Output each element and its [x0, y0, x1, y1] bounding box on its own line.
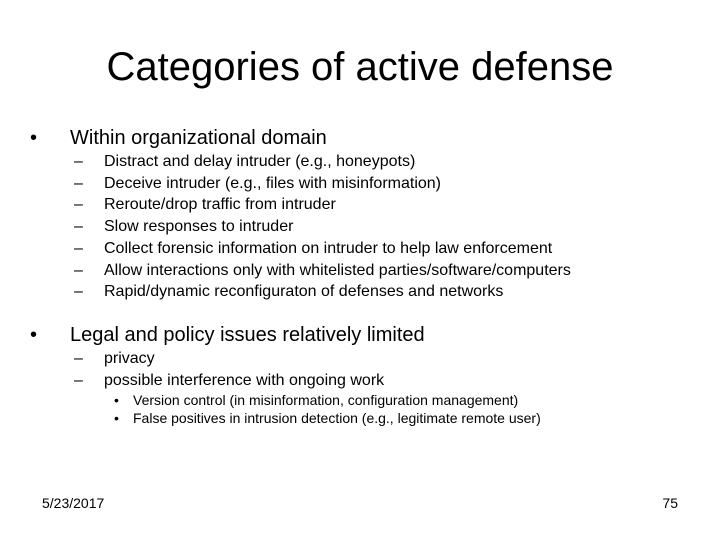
list-item — [74, 281, 503, 303]
list-item-text: Reroute/drop traffic from intruder — [104, 196, 336, 214]
bullet-mark: • — [30, 127, 38, 149]
list-item-text: Deceive intruder (e.g., files with misinformation) — [104, 174, 442, 192]
sub-list-item-text: False positives in intrusion detection (e.g., legitimate remote user) — [133, 410, 541, 426]
list-item-text: Distract and delay intruder (e.g., honeypots) — [104, 153, 416, 170]
dash-mark: – — [74, 196, 83, 214]
sub-list-item-text: Version control (in misinformation, configuration management) — [133, 392, 519, 408]
list-item-text: Collect forensic information on intruder to help law enforcement — [104, 239, 553, 257]
list-item — [74, 348, 155, 370]
dash-mark: – — [74, 174, 83, 192]
dash-mark: – — [74, 371, 83, 389]
list-item — [74, 151, 415, 173]
dash-mark: – — [74, 349, 83, 367]
list-item — [74, 173, 441, 195]
section2-heading-text: Legal and policy issues relatively limited — [70, 324, 425, 346]
section1-heading-text: Within organizational domain — [70, 127, 327, 149]
sub-list-item — [114, 408, 541, 428]
dash-mark: – — [74, 218, 83, 236]
dash-mark: – — [74, 153, 83, 170]
footer-date: 5/23/2017 — [42, 495, 105, 511]
dash-mark: – — [74, 261, 83, 279]
list-item — [74, 194, 336, 216]
list-item — [74, 216, 293, 238]
section1-heading — [30, 126, 327, 150]
list-item-text: Rapid/dynamic reconfiguraton of defenses and networks — [104, 283, 504, 301]
slide-title: Categories of active defense — [106, 45, 614, 89]
bullet-mark: • — [30, 324, 38, 346]
bullet-mark: • — [114, 392, 119, 408]
section2-heading — [30, 323, 425, 347]
list-item — [74, 238, 552, 260]
list-item — [74, 370, 384, 392]
page-number: 75 — [662, 495, 678, 511]
dash-mark: – — [74, 283, 83, 301]
sub-list-item — [114, 390, 518, 410]
list-item-text: Slow responses to intruder — [104, 218, 294, 236]
dash-mark: – — [74, 239, 83, 257]
list-item-text: possible interference with ongoing work — [104, 371, 385, 389]
list-item-text: privacy — [104, 349, 155, 367]
bullet-mark: • — [114, 410, 119, 426]
list-item-text: Allow interactions only with whitelisted parties/software/computers — [104, 261, 571, 279]
list-item — [74, 260, 571, 282]
